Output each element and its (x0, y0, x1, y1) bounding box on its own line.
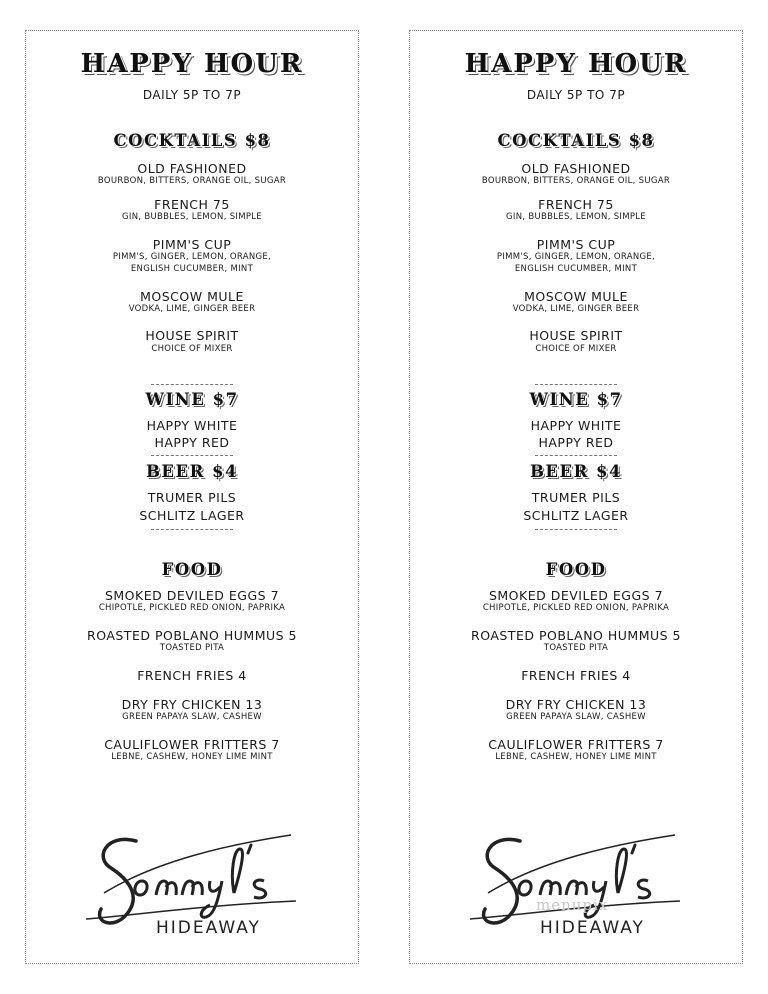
beer-heading: BEER $4 (145, 462, 239, 481)
food-name: CAULIFLOWER FRITTERS 7 (488, 737, 664, 752)
cocktail-name: MOSCOW MULE (524, 289, 628, 304)
beer-item: SCHLITZ LAGER (523, 508, 629, 523)
cocktail-desc: CHOICE OF MIXER (151, 344, 233, 354)
food-name: FRENCH FRIES 4 (137, 668, 247, 683)
logo-wordmark: HIDEAWAY (156, 918, 261, 938)
food-desc: TOASTED PITA (543, 643, 609, 653)
menu-title: HAPPY HOUR (464, 49, 688, 79)
cocktail-desc: PIMM'S, GINGER, LEMON, ORANGE, (112, 252, 272, 262)
food-heading: FOOD (545, 560, 607, 579)
menu-panel-right (409, 30, 743, 964)
menu-hours: DAILY 5P TO 7P (142, 88, 242, 102)
beer-item: TRUMER PILS (147, 490, 237, 505)
wine-item: HAPPY RED (154, 435, 230, 450)
food-name: SMOKED DEVILED EGGS 7 (104, 588, 280, 603)
food-name: ROASTED POBLANO HUMMUS 5 (471, 628, 681, 643)
cocktail-desc: BOURBON, BITTERS, ORANGE OIL, SUGAR (97, 176, 287, 186)
cocktail-desc: CHOICE OF MIXER (535, 344, 617, 354)
food-desc: CHIPOTLE, PICKLED RED ONION, PAPRIKA (98, 603, 286, 613)
menu-title: HAPPY HOUR (80, 49, 304, 79)
cocktails-heading: COCKTAILS $8 (113, 131, 271, 150)
cocktail-desc: GIN, BUBBLES, LEMON, SIMPLE (122, 212, 262, 222)
cocktail-name: OLD FASHIONED (521, 161, 631, 176)
section-divider (151, 529, 233, 530)
food-heading: FOOD (161, 560, 223, 579)
logo-wordmark: HIDEAWAY (540, 918, 645, 938)
wine-item: HAPPY WHITE (146, 418, 238, 433)
beer-item: TRUMER PILS (531, 490, 621, 505)
wine-heading: WINE $7 (529, 390, 623, 409)
cocktail-name: HOUSE SPIRIT (145, 328, 239, 343)
cocktail-name: OLD FASHIONED (137, 161, 247, 176)
food-name: DRY FRY CHICKEN 13 (505, 697, 647, 712)
section-divider (535, 384, 617, 385)
beer-heading: BEER $4 (529, 462, 623, 481)
cocktail-desc: GIN, BUBBLES, LEMON, SIMPLE (506, 212, 646, 222)
food-desc: LEBNE, CASHEW, HONEY LIME MINT (495, 752, 657, 762)
section-divider (535, 455, 617, 456)
cocktail-name: FRENCH 75 (538, 197, 614, 212)
food-name: DRY FRY CHICKEN 13 (121, 697, 263, 712)
food-name: ROASTED POBLANO HUMMUS 5 (87, 628, 297, 643)
food-name: FRENCH FRIES 4 (521, 668, 631, 683)
sonnys-hideaway-logo (86, 823, 301, 948)
cocktail-name: MOSCOW MULE (140, 289, 244, 304)
food-desc: CHIPOTLE, PICKLED RED ONION, PAPRIKA (482, 603, 670, 613)
cocktail-name: HOUSE SPIRIT (529, 328, 623, 343)
menu-hours: DAILY 5P TO 7P (526, 88, 626, 102)
sonnys-hideaway-logo (470, 823, 685, 948)
cocktail-desc: ENGLISH CUCUMBER, MINT (514, 264, 638, 274)
food-desc: TOASTED PITA (159, 643, 225, 653)
section-divider (151, 384, 233, 385)
cocktail-name: PIMM'S CUP (152, 237, 232, 252)
food-desc: GREEN PAPAYA SLAW, CASHEW (506, 712, 646, 722)
wine-item: HAPPY RED (538, 435, 614, 450)
cocktail-desc: VODKA, LIME, GINGER BEER (512, 304, 640, 314)
cocktails-heading: COCKTAILS $8 (497, 131, 655, 150)
food-desc: GREEN PAPAYA SLAW, CASHEW (122, 712, 262, 722)
cocktail-desc: PIMM'S, GINGER, LEMON, ORANGE, (496, 252, 656, 262)
food-name: CAULIFLOWER FRITTERS 7 (104, 737, 280, 752)
cocktail-desc: ENGLISH CUCUMBER, MINT (130, 264, 254, 274)
menu-panel-left (25, 30, 359, 964)
cocktail-desc: BOURBON, BITTERS, ORANGE OIL, SUGAR (481, 176, 671, 186)
cocktail-desc: VODKA, LIME, GINGER BEER (128, 304, 256, 314)
watermark-text: menupix (536, 896, 609, 914)
cocktail-name: FRENCH 75 (154, 197, 230, 212)
section-divider (151, 455, 233, 456)
wine-item: HAPPY WHITE (530, 418, 622, 433)
food-desc: LEBNE, CASHEW, HONEY LIME MINT (111, 752, 273, 762)
food-name: SMOKED DEVILED EGGS 7 (488, 588, 664, 603)
section-divider (535, 529, 617, 530)
beer-item: SCHLITZ LAGER (139, 508, 245, 523)
cocktail-name: PIMM'S CUP (536, 237, 616, 252)
wine-heading: WINE $7 (145, 390, 239, 409)
